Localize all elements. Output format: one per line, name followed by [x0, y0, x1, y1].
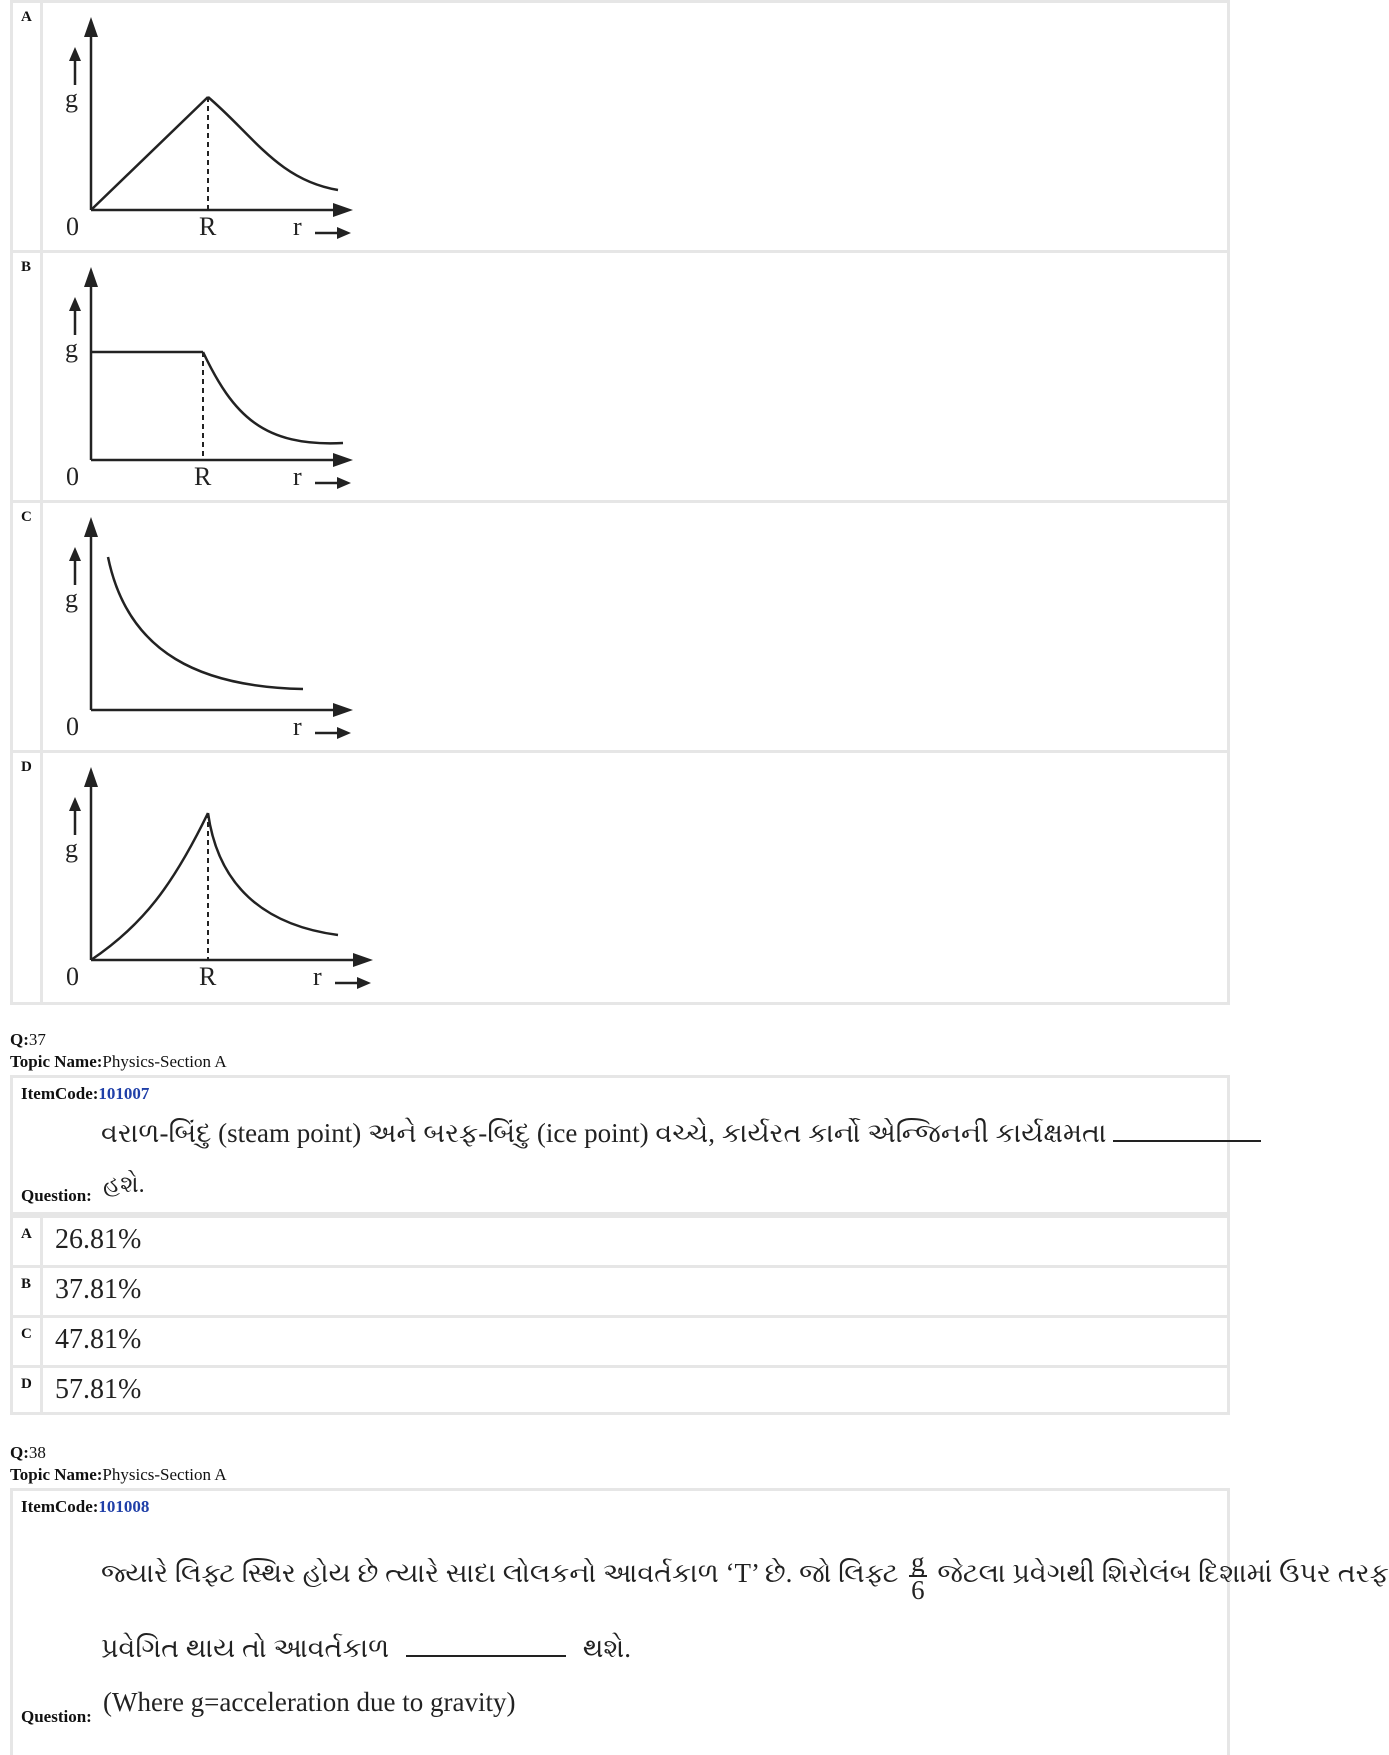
curve-decay	[203, 352, 343, 443]
axis-label-radius: R	[199, 962, 217, 991]
y-axis-arrowhead	[84, 267, 98, 287]
axis-label-r: r	[293, 712, 302, 741]
option-letter: D	[13, 753, 43, 1002]
option-text: 57.81%	[55, 1374, 142, 1405]
x-axis-arrowhead	[333, 703, 353, 717]
question-text-line1: વરાળ-બિંદુ (steam point) અને બરફ-બિંદુ (ice point) વચ્ચે, કાર્યરત કાર્નો એન્જિનની કાર્યક્ષમતા	[101, 1118, 1261, 1150]
itemcode: ItemCode:101007	[21, 1084, 150, 1103]
axis-label-g: g	[65, 834, 78, 863]
curve-decay	[208, 813, 338, 935]
question-number-line: Q:38	[10, 1443, 46, 1462]
axis-label-g: g	[65, 334, 78, 363]
answer-blank	[406, 1645, 566, 1657]
option-letter: B	[13, 1268, 43, 1315]
q38-question-box	[10, 1488, 1389, 1755]
q37-question-box	[10, 1075, 1230, 1215]
y-axis-arrowhead	[84, 767, 98, 787]
graph-b	[53, 255, 373, 501]
x-axis-arrowhead	[353, 953, 373, 967]
axis-label-r: r	[293, 212, 302, 241]
graph-options-table	[10, 0, 1230, 1005]
question-label: Question:	[21, 1707, 92, 1726]
topic-line: Topic Name:Physics-Section A	[10, 1465, 227, 1484]
q38-header	[10, 1442, 227, 1486]
axis-label-origin: 0	[66, 962, 79, 991]
y-small-arrowhead	[69, 797, 81, 811]
x-axis-arrowhead	[333, 203, 353, 217]
axis-label-r: r	[313, 962, 322, 991]
q37-header	[10, 1029, 227, 1073]
x-small-arrowhead	[337, 477, 351, 489]
answer-option-c[interactable]	[13, 1318, 1227, 1368]
q37-options-table	[10, 1215, 1230, 1415]
option-letter: B	[13, 253, 43, 500]
question-text-line3: (Where g=acceleration due to gravity)	[103, 1687, 516, 1717]
x-small-arrowhead	[357, 977, 371, 989]
curve-decay	[108, 557, 303, 689]
y-small-arrowhead	[69, 547, 81, 561]
question-text-line1: જ્યારે લિફ્ટ સ્થિર હોય છે ત્યારે સાદા લોલકનો આવર્તકાળ ‘T’ છે. જો લિફ્ટ $\frac{g}{6}$ જેટલા પ્રવેગથી શિરોલંબ દિશામાં ઉપર તરફ	[101, 1547, 1389, 1605]
question-text-line2: પ્રવેગિત થાય તો આવર્તકાળ થશે.	[101, 1633, 631, 1663]
y-axis-arrowhead	[84, 17, 98, 37]
axis-label-g: g	[65, 84, 78, 113]
answer-option-b[interactable]	[13, 1268, 1227, 1318]
axis-label-g: g	[65, 584, 78, 613]
option-row-a[interactable]	[13, 3, 1227, 253]
curve-rise	[91, 97, 208, 210]
topic-line: Topic Name:Physics-Section A	[10, 1052, 227, 1071]
y-axis-arrowhead	[84, 517, 98, 537]
itemcode: ItemCode:101008	[21, 1497, 150, 1516]
x-small-arrowhead	[337, 727, 351, 739]
y-small-arrowhead	[69, 297, 81, 311]
answer-option-a[interactable]	[13, 1218, 1227, 1268]
axis-label-r: r	[293, 462, 302, 491]
fraction-g-over-6: $\frac{g}{6}$	[911, 1547, 925, 1605]
curve-rise	[91, 813, 208, 960]
question-number-line: Q:37	[10, 1030, 46, 1049]
option-text: 37.81%	[55, 1274, 142, 1305]
question-label: Question:	[21, 1186, 92, 1205]
option-text: 26.81%	[55, 1224, 142, 1255]
graph-d	[53, 755, 383, 1001]
option-letter: C	[13, 503, 43, 750]
graph-a	[53, 5, 373, 251]
x-small-arrowhead	[337, 227, 351, 239]
axis-label-origin: 0	[66, 712, 79, 741]
option-row-d[interactable]	[13, 753, 1227, 1002]
graph-c	[53, 505, 373, 751]
curve-decay	[208, 97, 338, 190]
option-letter: D	[13, 1368, 43, 1415]
question-text-line2: હશે.	[103, 1172, 145, 1198]
answer-blank	[1113, 1130, 1261, 1142]
axis-label-origin: 0	[66, 212, 79, 241]
option-row-b[interactable]	[13, 253, 1227, 503]
option-letter: A	[13, 3, 43, 250]
option-row-c[interactable]	[13, 503, 1227, 753]
answer-option-d[interactable]	[13, 1368, 1227, 1415]
axis-label-radius: R	[199, 212, 217, 241]
axis-label-origin: 0	[66, 462, 79, 491]
x-axis-arrowhead	[333, 453, 353, 467]
y-small-arrowhead	[69, 47, 81, 61]
axis-label-radius: R	[194, 462, 212, 491]
option-letter: A	[13, 1218, 43, 1265]
option-letter: C	[13, 1318, 43, 1365]
option-text: 47.81%	[55, 1324, 142, 1355]
